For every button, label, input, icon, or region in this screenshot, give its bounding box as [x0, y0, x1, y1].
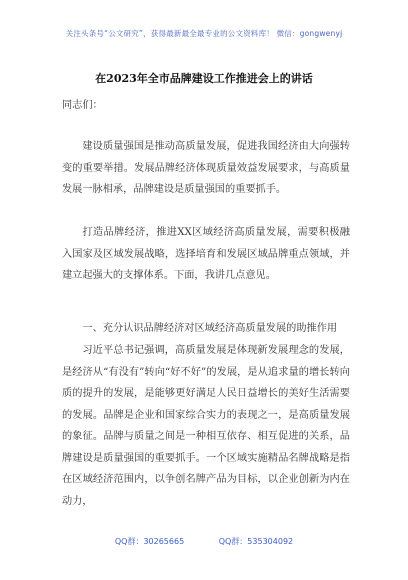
header-banner: 关注头条号“公文研究”，获得最新最全最专业的公文资料库！ 微信：gongwenyj — [65, 29, 343, 38]
paragraph-3: 习近平总书记强调，高质量发展是体现新发展理念的发展，是经济从“有没有”转向“好不好”的发展，是从追求量的增长转向质的提升的发展，是能够更好满足人民日益增长的美好生活需要的发展。品牌是企业和国家综合实力的表现之一，是高质量发展的象征。品牌与质量之间是一种相互依存、相互促进的关系，品牌建设是质量强国的重要抓手。一个区域实施精品名牌战略是指在区域经济范围内，以争创名牌产品为目标，以企业创新为内在动力， — [62, 345, 350, 507]
section-heading-1: 一、充分认识品牌经济对区域经济高质量发展的助推作用 — [82, 323, 338, 334]
footer-qq-group-2: QQ群：535304092 — [218, 537, 294, 546]
footer-contacts — [0, 536, 408, 547]
footer-qq-group-1: QQ群：30265665 — [114, 537, 185, 546]
paragraph-1: 建设质量强国是推动高质量发展，促进我国经济由大向强转变的重要举措。发展品牌经济体现质量效益发展要求，与高质量发展一脉相承，品牌建设是质量强国的重要抓手。 — [62, 141, 350, 195]
paragraph-2: 打造品牌经济，推进XX区域经济高质量发展，需要积极融入国家及区域发展战略，选择培育和发展区域品牌重点领域，并建立起强大的支撑体系。下面，我讲几点意见。 — [62, 227, 350, 281]
salutation: 同志们： — [62, 100, 103, 111]
document-title: 在2023年全市品牌建设工作推进会上的讲话 — [95, 72, 313, 85]
